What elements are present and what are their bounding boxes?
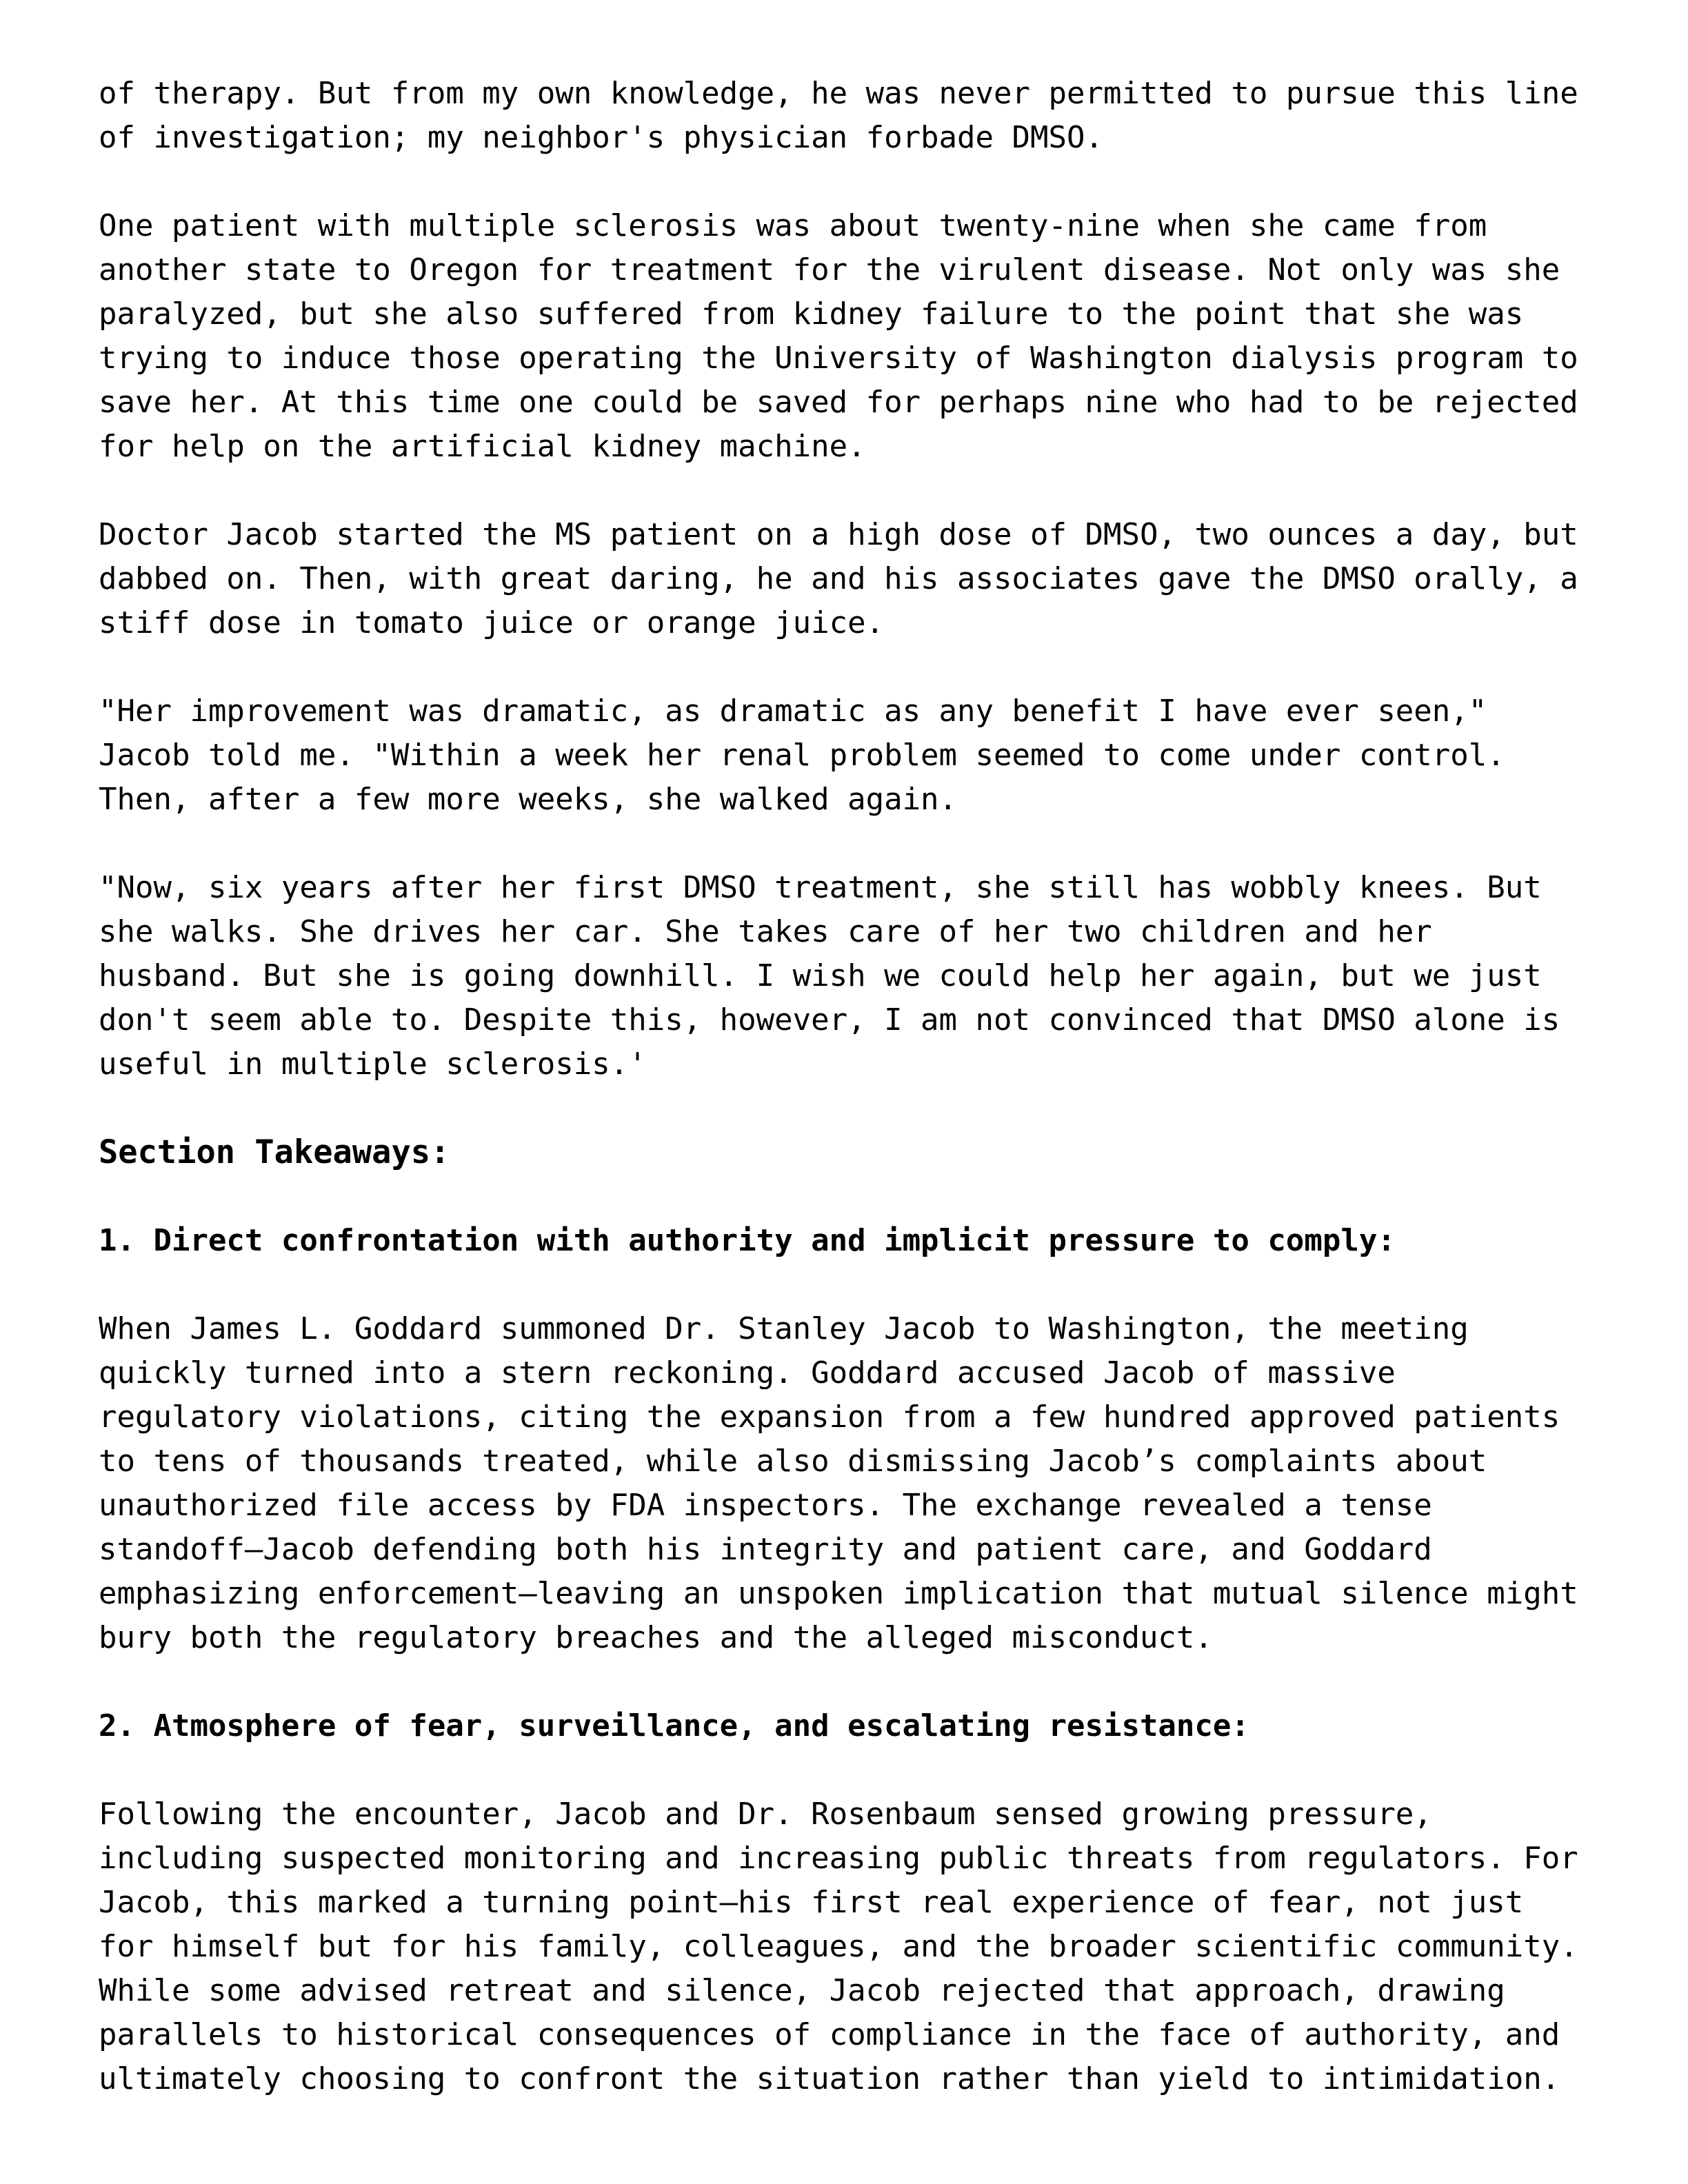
text-line: parallels to historical consequences of compliance in the face of authority, and [99,2017,1560,2052]
paragraph-improvement-quote [99,689,1650,822]
text-line: standoff—Jacob defending both his integrity and patient care, and Goddard [99,1532,1432,1567]
takeaway-heading-2: 2. Atmosphere of fear, surveillance, and escalating resistance: [99,1708,1249,1743]
text-line: emphasizing enforcement—leaving an unspoken implication that mutual silence might [99,1576,1578,1611]
text-line: ultimately choosing to confront the situation rather than yield to intimidation. [99,2061,1560,2096]
text-line: trying to induce those operating the University of Washington dialysis program to [99,341,1578,376]
text-line: Then, after a few more weeks, she walked again. [99,782,958,817]
text-line: paralyzed, but she also suffered from kidney failure to the point that she was [99,296,1524,332]
text-line: useful in multiple sclerosis.' [99,1046,647,1082]
text-line: of investigation; my neighbor's physician forbade DMSO. [99,120,1103,155]
takeaway-heading-1: 1. Direct confrontation with authority and implicit pressure to comply: [99,1223,1396,1258]
text-line: stiff dose in tomato juice or orange juice. [99,605,885,640]
text-line: When James L. Goddard summoned Dr. Stanley Jacob to Washington, the meeting [99,1311,1469,1346]
text-line: Jacob told me. "Within a week her renal problem seemed to come under control. [99,738,1505,773]
text-line: While some advised retreat and silence, Jacob rejected that approach, drawing [99,1973,1505,2008]
text-line: quickly turned into a stern reckoning. Goddard accused Jacob of massive [99,1355,1396,1391]
text-line: "Now, six years after her first DMSO treatment, she still has wobbly knees. But [99,870,1542,905]
text-line: save her. At this time one could be saved for perhaps nine who had to be rejected [99,385,1578,420]
text-line: Following the encounter, Jacob and Dr. Rosenbaum sensed growing pressure, [99,1797,1432,1832]
text-line: Doctor Jacob started the MS patient on a high dose of DMSO, two ounces a day, but [99,517,1578,552]
text-line: she walks. She drives her car. She takes care of her two children and her [99,914,1432,949]
text-line: unauthorized file access by FDA inspectors. The exchange revealed a tense [99,1488,1432,1523]
takeaway-paragraph-1 [99,1307,1650,1660]
text-line: for help on the artificial kidney machine. [99,429,866,464]
text-line: don't seem able to. Despite this, however, I am not convinced that DMSO alone is [99,1002,1560,1038]
text-line: One patient with multiple sclerosis was about twenty-nine when she came from [99,208,1487,243]
text-line: bury both the regulatory breaches and the alleged misconduct. [99,1620,1213,1655]
text-line: Jacob, this marked a turning point—his first real experience of fear, not just [99,1885,1524,1920]
text-line: dabbed on. Then, with great daring, he and his associates gave the DMSO orally, a [99,561,1578,596]
text-line: including suspected monitoring and increasing public threats from regulators. For [99,1841,1578,1876]
text-line: "Her improvement was dramatic, as dramatic as any benefit I have ever seen," [99,694,1487,729]
paragraph-doctor-jacob [99,513,1650,645]
text-line: another state to Oregon for treatment for the virulent disease. Not only was she [99,252,1560,287]
section-takeaways-heading: Section Takeaways: [99,1133,450,1171]
text-line: for himself but for his family, colleagues, and the broader scientific community. [99,1929,1578,1964]
text-line: of therapy. But from my own knowledge, he was never permitted to pursue this line [99,76,1578,111]
paragraph-therapy [99,72,1650,160]
document-page [99,72,1650,2145]
text-line: husband. But she is going downhill. I wish we could help her again, but we just [99,958,1542,993]
paragraph-ms-patient [99,204,1650,469]
paragraph-six-years-quote [99,866,1650,1086]
takeaway-paragraph-2 [99,1792,1650,2101]
text-line: to tens of thousands treated, while also dismissing Jacob’s complaints about [99,1444,1487,1479]
text-line: regulatory violations, citing the expansion from a few hundred approved patients [99,1399,1560,1435]
